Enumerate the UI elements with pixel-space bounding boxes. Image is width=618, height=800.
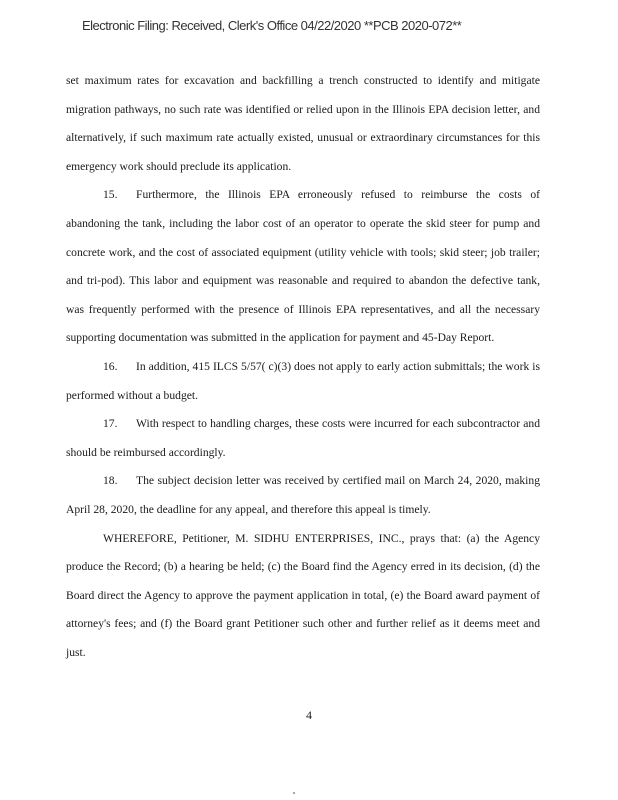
paragraph-15-text: Furthermore, the Illinois EPA erroneously refused to reimburse the costs of abandoning the tank, including the labor cost of an operator to operate the skid steer for pump and concrete work, and the cost of associated equipment (utility vehicle with tools; skid steer; job trailer; and tri-pod). This labor and equipment was reasonable and required to abandon the defective tank, was frequently performed with the presence of Illinois EPA representatives, and all the necessary supporting documentation was submitted in the application for payment and 45-Day Report. (66, 188, 540, 345)
paragraph-16-number: 16. (103, 359, 118, 373)
scan-artifact-dot (293, 792, 295, 794)
wherefore-clause: WHEREFORE, Petitioner, M. SIDHU ENTERPRISES, INC., prays that: (a) the Agency produce the Record; (b) a hearing be held; (c) the Board find the Agency erred in its decision, (d) the Board direct the Agency to approve the payment application in total, (e) the Board award payment of attorney's fees; and (f) the Board grant Petitioner such other and further relief as it deems meet and just. (66, 531, 540, 659)
continuation-paragraph: set maximum rates for excavation and backfilling a trench constructed to identify and mitigate migration pathways, no such rate was identified or relied upon in the Illinois EPA decision letter, and alternatively, if such maximum rate actually existed, unusual or extraordinary circumstances for this emergency work should preclude its application. (66, 74, 540, 173)
paragraph-16 (66, 353, 540, 410)
paragraph-17-number: 17. (103, 417, 118, 431)
paragraph-18-number: 18. (103, 474, 118, 488)
filing-stamp-header: Electronic Filing: Received, Clerk's Office 04/22/2020 **PCB 2020-072** (82, 18, 462, 33)
paragraph-16-text: In addition, 415 ILCS 5/57( c)(3) does not apply to early action submittals; the work is performed without a budget. (66, 359, 540, 402)
paragraph-17 (66, 410, 540, 467)
document-body (66, 67, 540, 667)
paragraph-15-number: 15. (103, 188, 118, 202)
paragraph-17-text: With respect to handling charges, these costs were incurred for each subcontractor and should be reimbursed accordingly. (66, 417, 540, 459)
paragraph-18 (66, 467, 540, 524)
page-number: 4 (306, 708, 312, 722)
paragraph-15 (66, 181, 540, 353)
paragraph-18-text: The subject decision letter was received by certified mail on March 24, 2020, making April 28, 2020, the deadline for any appeal, and therefore this appeal is timely. (66, 474, 540, 516)
